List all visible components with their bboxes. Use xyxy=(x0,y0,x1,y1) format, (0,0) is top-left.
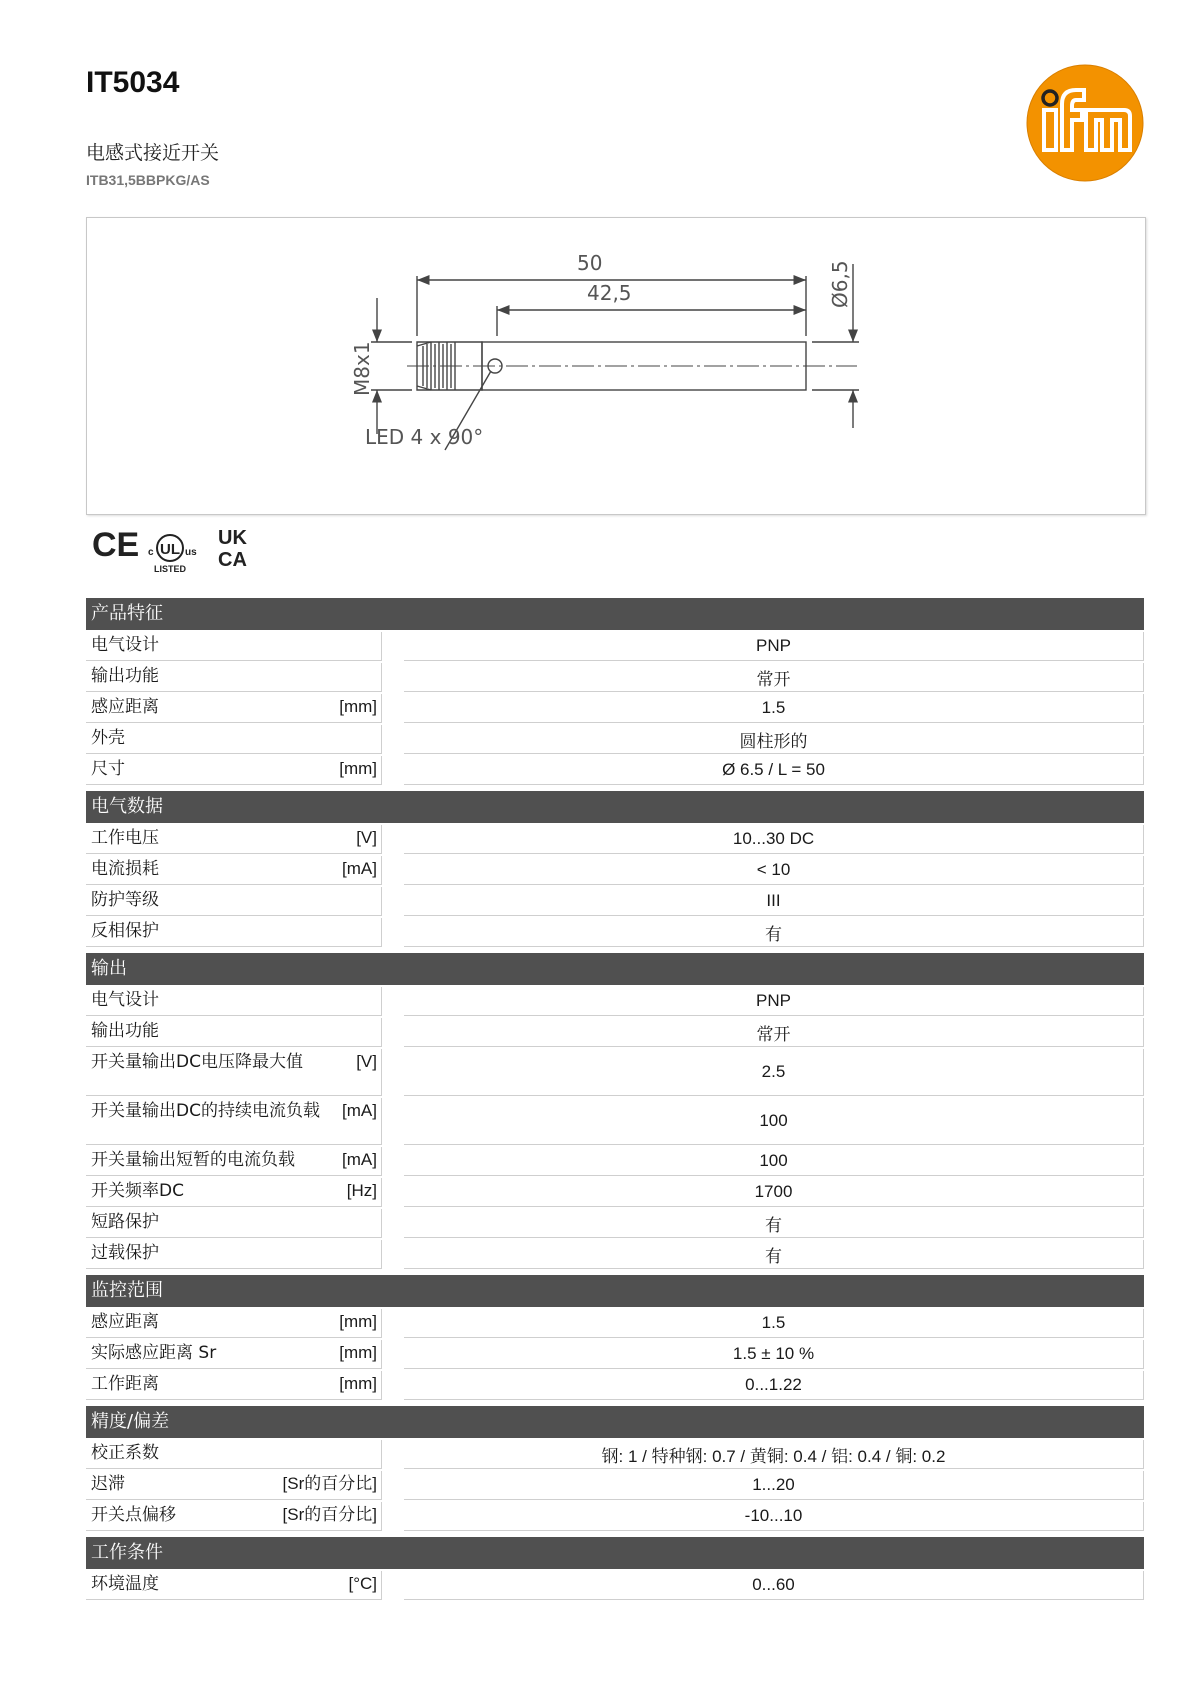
spec-label: 外壳 xyxy=(91,728,125,748)
spec-row xyxy=(86,1440,1144,1469)
spec-row xyxy=(86,856,1144,885)
section-header: 工作条件 xyxy=(86,1537,1144,1569)
spec-label: 电气设计 xyxy=(91,990,159,1010)
spec-label-cell xyxy=(86,694,382,723)
spec-label: 开关量输出短暂的电流负载 xyxy=(91,1150,295,1170)
spec-label-cell xyxy=(86,1309,382,1338)
spec-value: 2.5 xyxy=(404,1049,1144,1096)
svg-text:UK: UK xyxy=(218,527,247,549)
spec-label-cell xyxy=(86,1098,382,1145)
spec-value: PNP xyxy=(404,632,1144,661)
spec-label-cell xyxy=(86,1240,382,1269)
svg-text:LISTED: LISTED xyxy=(154,564,187,572)
spec-label-cell xyxy=(86,1502,382,1531)
section-header: 监控范围 xyxy=(86,1275,1144,1307)
spec-value: Ø 6.5 / L = 50 xyxy=(404,756,1144,785)
spec-value: 100 xyxy=(404,1147,1144,1176)
spec-value: 常开 xyxy=(404,1018,1144,1047)
spec-row xyxy=(86,1371,1144,1400)
spec-label-cell xyxy=(86,1340,382,1369)
spec-row xyxy=(86,1178,1144,1207)
spec-value: III xyxy=(404,887,1144,916)
spec-label-cell xyxy=(86,1371,382,1400)
spec-label: 校正系数 xyxy=(91,1443,159,1463)
spec-label-cell xyxy=(86,725,382,754)
spec-unit: [°C] xyxy=(348,1574,377,1593)
spec-label-cell xyxy=(86,1178,382,1207)
spec-value: 钢: 1 / 特种钢: 0.7 / 黄铜: 0.4 / 铝: 0.4 / 铜: 0.2 xyxy=(404,1440,1144,1469)
spec-value: 1.5 xyxy=(404,694,1144,723)
spec-label-cell xyxy=(86,987,382,1016)
spec-row xyxy=(86,887,1144,916)
spec-row xyxy=(86,1340,1144,1369)
spec-row xyxy=(86,725,1144,754)
ce-mark: CE xyxy=(92,526,140,564)
dimension-drawing xyxy=(86,217,1146,515)
spec-label: 感应距离 xyxy=(91,697,159,717)
spec-unit: [mA] xyxy=(342,859,377,878)
ifm-logo xyxy=(1026,64,1144,182)
spec-value: 1.5 ± 10 % xyxy=(404,1340,1144,1369)
spec-label-cell xyxy=(86,632,382,661)
spec-row xyxy=(86,987,1144,1016)
spec-row xyxy=(86,825,1144,854)
certification-marks xyxy=(92,522,262,572)
spec-unit: [mA] xyxy=(342,1101,377,1120)
spec-label: 短路保护 xyxy=(91,1212,159,1232)
spec-label-cell xyxy=(86,856,382,885)
section-header: 精度/偏差 xyxy=(86,1406,1144,1438)
spec-row xyxy=(86,1502,1144,1531)
spec-value: 1...20 xyxy=(404,1471,1144,1500)
spec-label-cell xyxy=(86,663,382,692)
spec-label-cell xyxy=(86,1440,382,1469)
spec-unit: [V] xyxy=(356,1052,377,1071)
spec-value: 常开 xyxy=(404,663,1144,692)
spec-value: 圆柱形的 xyxy=(404,725,1144,754)
spec-value: 10...30 DC xyxy=(404,825,1144,854)
spec-unit: [Sr的百分比] xyxy=(282,1505,377,1524)
spec-label-cell xyxy=(86,825,382,854)
led-label: LED 4 x 90° xyxy=(365,425,484,449)
spec-label-cell xyxy=(86,1049,382,1096)
spec-unit: [V] xyxy=(356,828,377,847)
spec-unit: [Hz] xyxy=(346,1181,377,1200)
spec-label-cell xyxy=(86,918,382,947)
section-header: 输出 xyxy=(86,953,1144,985)
spec-row xyxy=(86,1098,1144,1145)
spec-label: 输出功能 xyxy=(91,666,159,686)
spec-row xyxy=(86,663,1144,692)
spec-label: 迟滞 xyxy=(91,1474,125,1494)
spec-label: 感应距离 xyxy=(91,1312,159,1332)
dim-total-label: 50 xyxy=(577,251,603,275)
spec-value: 1.5 xyxy=(404,1309,1144,1338)
product-title: IT5034 xyxy=(86,66,180,99)
spec-label: 防护等级 xyxy=(91,890,159,910)
spec-label-cell xyxy=(86,1471,382,1500)
spec-label: 开关频率DC xyxy=(91,1181,184,1201)
spec-label: 环境温度 xyxy=(91,1574,159,1594)
spec-label: 工作距离 xyxy=(91,1374,159,1394)
spec-unit: [mm] xyxy=(339,697,377,716)
spec-label: 开关量输出DC的持续电流负载 xyxy=(91,1101,320,1121)
spec-row xyxy=(86,1209,1144,1238)
spec-row xyxy=(86,1309,1144,1338)
dim-inner-label: 42,5 xyxy=(587,281,632,305)
spec-row xyxy=(86,1240,1144,1269)
spec-unit: [mA] xyxy=(342,1150,377,1169)
spec-unit: [mm] xyxy=(339,1374,377,1393)
spec-unit: [mm] xyxy=(339,1343,377,1362)
product-code: ITB31,5BBPKG/AS xyxy=(86,172,210,188)
spec-value: 100 xyxy=(404,1098,1144,1145)
spec-row xyxy=(86,632,1144,661)
spec-label: 电流损耗 xyxy=(91,859,159,879)
dim-thread-label: M8x1 xyxy=(350,341,374,396)
spec-label: 反相保护 xyxy=(91,921,159,941)
spec-value: < 10 xyxy=(404,856,1144,885)
spec-label: 实际感应距离 Sr xyxy=(91,1343,217,1363)
dim-diameter-label: Ø6,5 xyxy=(828,260,852,308)
spec-row xyxy=(86,1471,1144,1500)
spec-value: 0...1.22 xyxy=(404,1371,1144,1400)
spec-label-cell xyxy=(86,1018,382,1047)
spec-label: 电气设计 xyxy=(91,635,159,655)
svg-text:c: c xyxy=(148,547,154,558)
section-header: 电气数据 xyxy=(86,791,1144,823)
ul-listed-mark xyxy=(148,535,197,572)
spec-label: 过载保护 xyxy=(91,1243,159,1263)
ukca-mark xyxy=(218,527,247,571)
spec-row xyxy=(86,918,1144,947)
svg-text:us: us xyxy=(185,547,197,558)
spec-value: 0...60 xyxy=(404,1571,1144,1600)
spec-label-cell xyxy=(86,756,382,785)
spec-label-cell xyxy=(86,1209,382,1238)
spec-label-cell xyxy=(86,1147,382,1176)
spec-label: 输出功能 xyxy=(91,1021,159,1041)
spec-label: 开关量输出DC电压降最大值 xyxy=(91,1052,303,1072)
spec-value: -10...10 xyxy=(404,1502,1144,1531)
spec-label: 开关点偏移 xyxy=(91,1505,176,1525)
spec-row xyxy=(86,1147,1144,1176)
spec-row xyxy=(86,694,1144,723)
spec-unit: [mm] xyxy=(339,759,377,778)
spec-label: 尺寸 xyxy=(91,759,125,779)
spec-label: 工作电压 xyxy=(91,828,159,848)
spec-value: 有 xyxy=(404,1209,1144,1238)
spec-label-cell xyxy=(86,1571,382,1600)
spec-row xyxy=(86,1049,1144,1096)
spec-row xyxy=(86,1018,1144,1047)
spec-value: 有 xyxy=(404,1240,1144,1269)
svg-text:CA: CA xyxy=(218,549,247,571)
section-header: 产品特征 xyxy=(86,598,1144,630)
spec-value: 有 xyxy=(404,918,1144,947)
svg-text:UL: UL xyxy=(160,541,180,558)
spec-row xyxy=(86,756,1144,785)
spec-value: 1700 xyxy=(404,1178,1144,1207)
spec-label-cell xyxy=(86,887,382,916)
product-subtitle: 电感式接近开关 xyxy=(86,142,220,164)
specifications-table xyxy=(86,598,1144,1600)
spec-row xyxy=(86,1571,1144,1600)
drawing-canvas xyxy=(87,218,1145,514)
spec-unit: [mm] xyxy=(339,1312,377,1331)
spec-value: PNP xyxy=(404,987,1144,1016)
spec-unit: [Sr的百分比] xyxy=(282,1474,377,1493)
